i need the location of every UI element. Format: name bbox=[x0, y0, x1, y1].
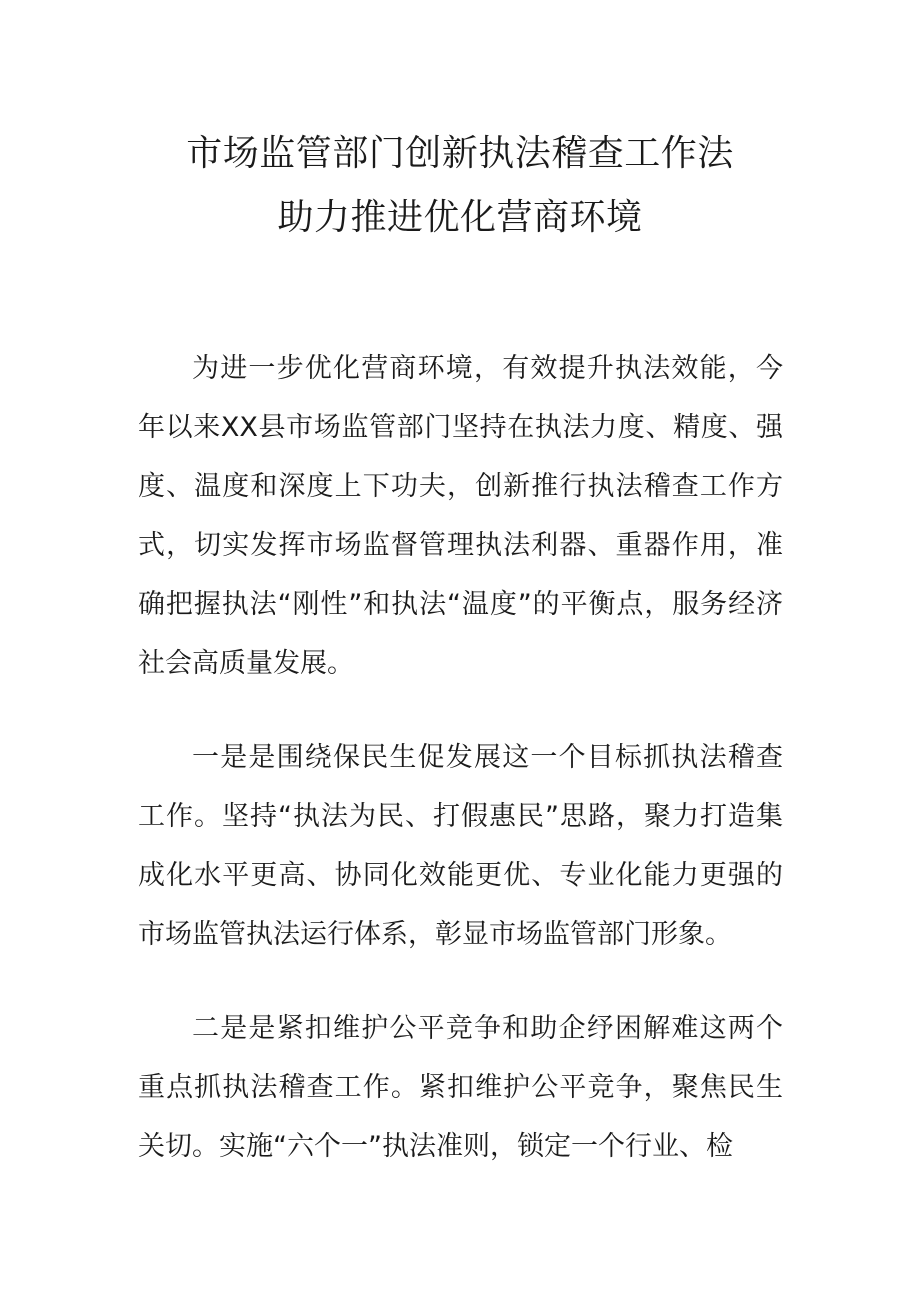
title-line-1: 市场监管部门创新执法稽查工作法 bbox=[186, 133, 734, 174]
document-title bbox=[0, 122, 920, 250]
title-line-2: 助力推进优化营商环境 bbox=[277, 197, 643, 238]
paragraph-intro: 为进一步优化营商环境，有效提升执法效能，今年以来XX县市场监管部门坚持在执法力度、精度、强度、温度和深度上下功夫，创新推行执法稽查工作方式，切实发挥市场监督管理执法利器、重器作用，准确把握执法“刚性”和执法“温度”的平衡点，服务经济社会高质量发展。 bbox=[138, 353, 783, 679]
paragraph-point-one: 一是是围绕保民生促发展这一个目标抓执法稽查工作。坚持“执法为民、打假惠民”思路，聚力打造集成化水平更高、协同化效能更优、专业化能力更强的市场监管执法运行体系，彰显市场监管部门形象。 bbox=[138, 742, 783, 950]
document-body bbox=[138, 339, 783, 1211]
paragraph-point-two: 二是是紧扣维护公平竞争和助企纾困解难这两个重点抓执法稽查工作。紧扣维护公平竞争，聚焦民生关切。实施“六个一”执法准则，锁定一个行业、检 bbox=[138, 1013, 783, 1162]
